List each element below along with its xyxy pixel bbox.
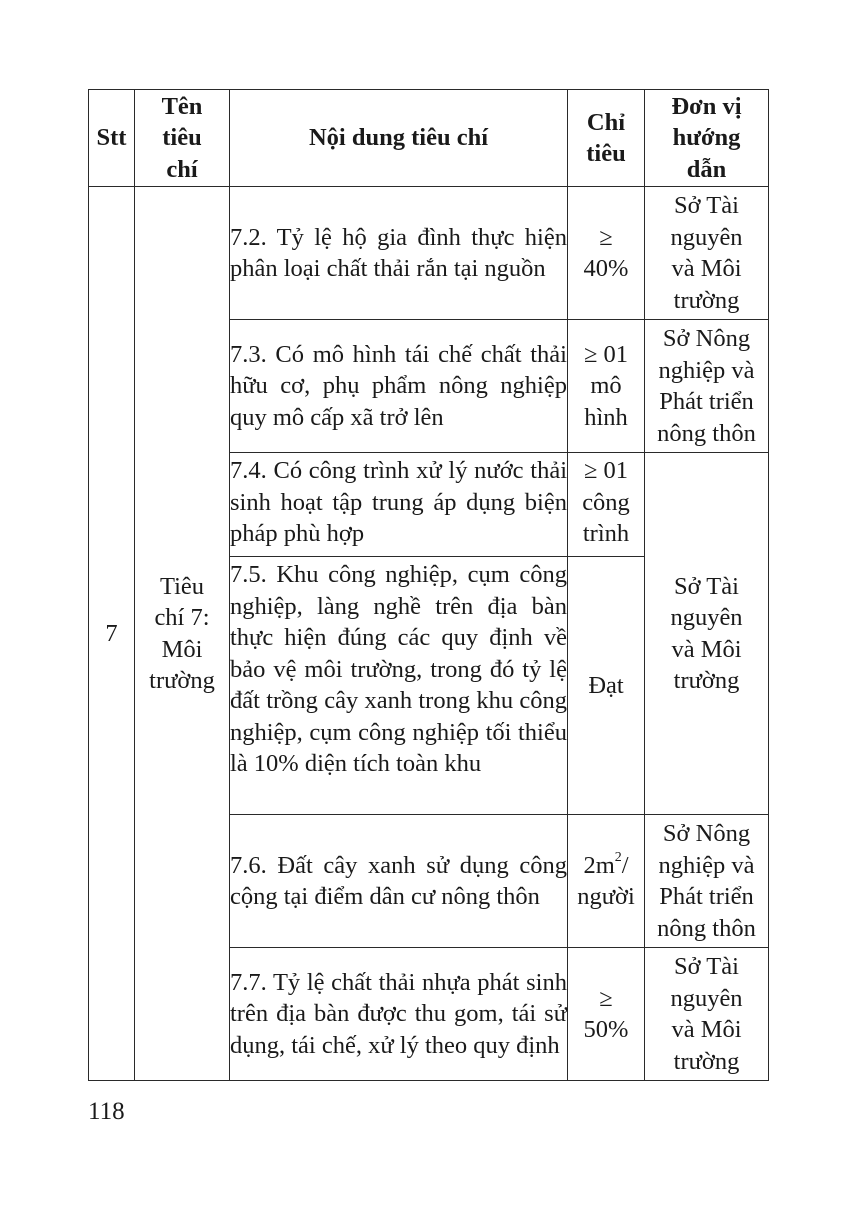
table-header-row bbox=[89, 90, 769, 187]
guiding-unit-cell: Sở Nông nghiệp và Phát triển nông thôn bbox=[645, 320, 769, 453]
header-criterion-name: Tên tiêu chí bbox=[135, 90, 230, 187]
page-number: 118 bbox=[88, 1098, 125, 1125]
guiding-unit-cell: Sở Nông nghiệp và Phát triển nông thôn bbox=[645, 815, 769, 948]
table-row bbox=[89, 187, 769, 320]
target-cell: ≥ 01 mô hình bbox=[568, 320, 645, 453]
criterion-content-cell: 7.3. Có mô hình tái chế chất thải hữu cơ, phụ phẩm nông nghiệp quy mô cấp xã trở lên bbox=[230, 320, 568, 453]
criterion-content-cell: 7.6. Đất cây xanh sử dụng công cộng tại điểm dân cư nông thôn bbox=[230, 815, 568, 948]
guiding-unit-cell: Sở Tài nguyên và Môi trường bbox=[645, 187, 769, 320]
criterion-content-cell: 7.4. Có công trình xử lý nước thải sinh hoạt tập trung áp dụng biện pháp phù hợp bbox=[230, 453, 568, 557]
criterion-name-cell: Tiêu chí 7: Môi trường bbox=[135, 187, 230, 1081]
target-cell: ≥ 50% bbox=[568, 948, 645, 1081]
header-target: Chỉ tiêu bbox=[568, 90, 645, 187]
guiding-unit-cell: Sở Tài nguyên và Môi trường bbox=[645, 453, 769, 815]
target-unit: / người bbox=[577, 851, 635, 910]
header-stt: Stt bbox=[89, 90, 135, 187]
guiding-unit-cell: Sở Tài nguyên và Môi trường bbox=[645, 948, 769, 1081]
header-criterion-content: Nội dung tiêu chí bbox=[230, 90, 568, 187]
target-value: 2m bbox=[583, 851, 615, 879]
criteria-table bbox=[88, 89, 769, 1081]
criterion-content-cell: 7.2. Tỷ lệ hộ gia đình thực hiện phân loại chất thải rắn tại nguồn bbox=[230, 187, 568, 320]
target-cell: ≥ 01 công trình bbox=[568, 453, 645, 557]
stt-cell: 7 bbox=[89, 187, 135, 1081]
target-cell bbox=[568, 815, 645, 948]
criterion-content-cell: 7.7. Tỷ lệ chất thải nhựa phát sinh trên địa bàn được thu gom, tái sử dụng, tái chế, xử lý theo quy định bbox=[230, 948, 568, 1081]
header-guiding-unit: Đơn vị hướng dẫn bbox=[645, 90, 769, 187]
target-superscript: 2 bbox=[614, 850, 622, 866]
target-cell: ≥ 40% bbox=[568, 187, 645, 320]
target-cell: Đạt bbox=[568, 557, 645, 815]
criterion-content-cell: 7.5. Khu công nghiệp, cụm công nghiệp, làng nghề trên địa bàn thực hiện đúng các quy định về bảo vệ môi trường, trong đó tỷ lệ đất trồng cây xanh trong khu công nghiệp, cụm công nghiệp tối thiểu là 10% diện tích toàn khu bbox=[230, 557, 568, 815]
